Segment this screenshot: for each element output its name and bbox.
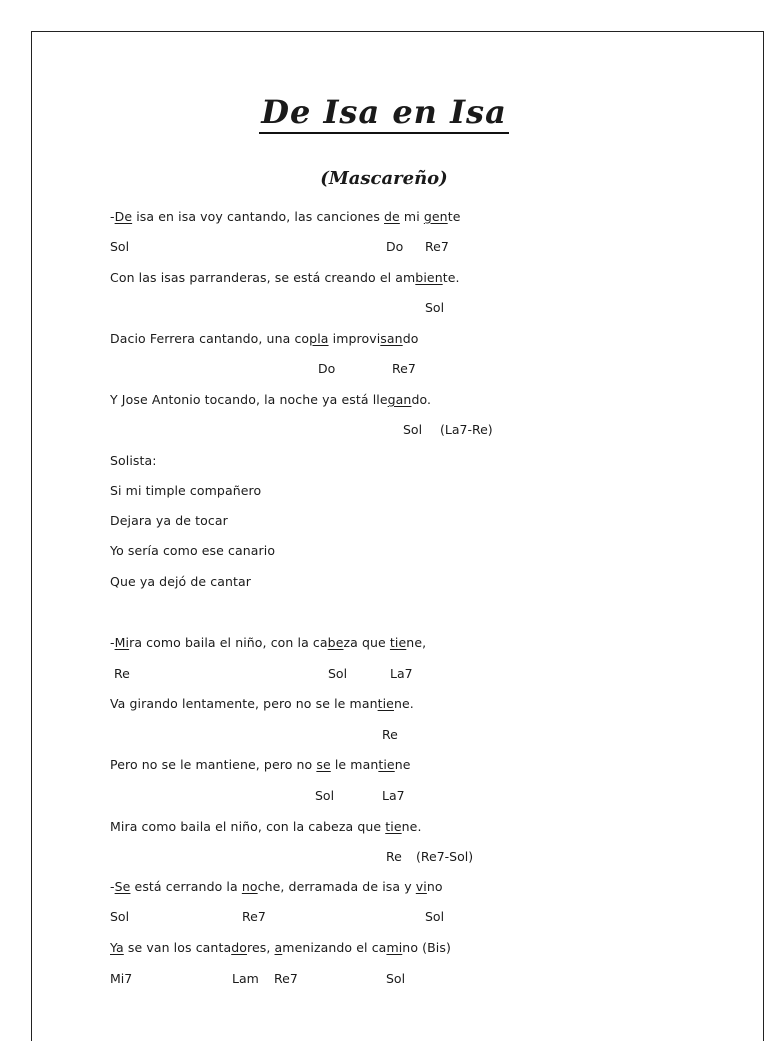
song-subtitle: (Mascareño) [320,168,448,189]
lyric-line-v3-1: -Se está cerrando la noche, derramada de isa y vino [110,879,443,894]
chord-v1-1a: Sol [110,239,130,254]
chord-v1-3b: Re7 [392,361,416,376]
solo-label: Solista: [110,453,157,468]
lyric-line-v3-2: Ya se van los cantadores, amenizando el camino (Bis) [110,940,451,955]
chord-v3-1a: Sol [110,909,130,924]
chord-v2-3b: La7 [382,788,405,803]
chord-v3-1b: Re7 [242,909,266,924]
solo-line-3: Yo sería como ese canario [110,543,276,558]
chord-v3-2a: Mi7 [110,971,133,986]
chord-v1-4b: (La7-Re) [440,422,493,437]
lyric-line-v2-3: Pero no se le mantiene, pero no se le mantiene [110,757,411,772]
chord-v1-4a: Sol [403,422,423,437]
chord-v2-1a: Re [114,666,130,681]
chord-v2-2a: Re [382,727,398,742]
solo-line-2: Dejara ya de tocar [110,513,228,528]
solo-line-4: Que ya dejó de cantar [110,574,252,589]
chord-v1-1b: Do [386,239,404,254]
lyric-line-v1-3: Dacio Ferrera cantando, una copla improvisando [110,331,419,346]
chord-v3-2d: Sol [386,971,406,986]
chord-v2-3a: Sol [315,788,335,803]
chord-v3-2b: Lam [232,971,259,986]
chord-v2-4b: (Re7-Sol) [416,849,474,864]
chord-v1-1c: Re7 [425,239,449,254]
chord-v1-2a: Sol [425,300,445,315]
lyric-line-v1-4: Y Jose Antonio tocando, la noche ya está llegando. [110,392,432,407]
chord-v2-1c: La7 [390,666,413,681]
chord-v1-3a: Do [318,361,336,376]
lyric-line-v1-1: -De isa en isa voy cantando, las canciones de mi gente [110,209,461,224]
song-title: De Isa en Isa [0,92,768,134]
lyric-line-v1-2: Con las isas parranderas, se está creando el ambiente. [110,270,460,285]
lyric-line-v2-4: Mira como baila el niño, con la cabeza que tiene. [110,819,422,834]
chord-v3-2c: Re7 [274,971,298,986]
chord-v3-1c: Sol [425,909,445,924]
chord-v2-1b: Sol [328,666,348,681]
chord-v2-4a: Re [386,849,402,864]
solo-line-1: Si mi timple compañero [110,483,262,498]
lyric-line-v2-2: Va girando lentamente, pero no se le mantiene. [110,696,414,711]
lyric-line-v2-1: -Mira como baila el niño, con la cabeza que tiene, [110,635,427,650]
